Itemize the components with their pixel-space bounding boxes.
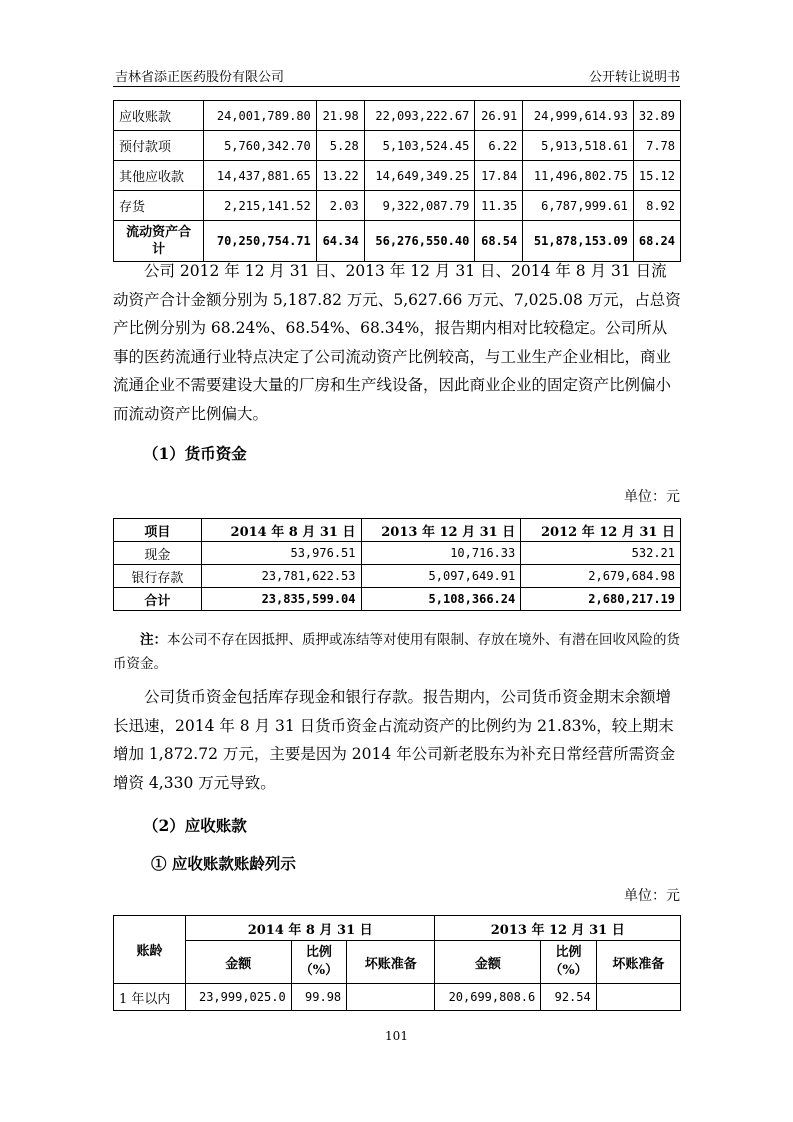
table-header-row bbox=[114, 519, 681, 542]
bad-debt-cell bbox=[596, 984, 680, 1011]
total-ratio: 64.34 bbox=[316, 221, 364, 262]
amount-cell: 53,976.51 bbox=[201, 542, 361, 565]
amount-cell: 11,496,802.75 bbox=[523, 161, 634, 191]
column-header: 2013 年 12 月 31 日 bbox=[361, 519, 521, 542]
total-row bbox=[114, 221, 681, 262]
ratio-cell: 99.98 bbox=[291, 984, 346, 1011]
amount-cell: 5,913,518.61 bbox=[523, 131, 634, 161]
aging-table bbox=[113, 915, 681, 1011]
table-header-row bbox=[114, 941, 681, 984]
amount-cell: 20,699,808.6 bbox=[435, 984, 541, 1011]
total-amount: 23,835,599.04 bbox=[201, 588, 361, 611]
column-header: 金额 bbox=[435, 941, 541, 984]
table-row bbox=[114, 131, 681, 161]
unit-label: 单位：元 bbox=[624, 489, 680, 505]
amount-cell: 9,322,087.79 bbox=[364, 191, 475, 221]
table-header-row bbox=[114, 916, 681, 941]
bad-debt-cell bbox=[347, 984, 435, 1011]
ratio-cell: 26.91 bbox=[475, 101, 523, 131]
column-header-ratio bbox=[541, 941, 596, 984]
cash-table bbox=[113, 518, 681, 611]
table-row bbox=[114, 101, 681, 131]
row-label: 存货 bbox=[114, 191, 204, 221]
row-label: 预付款项 bbox=[114, 131, 204, 161]
column-header: 2014 年 8 月 31 日 bbox=[201, 519, 361, 542]
period-header: 2013 年 12 月 31 日 bbox=[435, 916, 681, 941]
paragraph-text: 公司 2012 年 12 月 31 日、2013 年 12 月 31 日、2014 年 8 月 31 日流动资产合计金额分别为 5,187.82 万元、5,627.66 万元、7,025.08 万元，占总资产比例分别为 68.24%、68.54%、68.34%，报告期内相对比较稳定。公司所从事的医药流通行业特点决定了公司流动资产比例较高，与工业生产企业相比，商业流通企业不需要建设大量的厂房和生产线设备，因此商业企业的固定资产比例偏小而流动资产比例偏大。 bbox=[113, 262, 681, 423]
subsection-title-aging: ① 应收账款账龄列示 bbox=[151, 854, 296, 873]
section-title-cash: （1）货币资金 bbox=[143, 444, 247, 463]
amount-cell: 14,437,881.65 bbox=[204, 161, 316, 191]
total-row bbox=[114, 588, 681, 611]
column-header-ratio bbox=[291, 941, 346, 984]
note-text: 本公司不存在因抵押、质押或冻结等对使用有限制、存放在境外、有潜在回收风险的货币资金。 bbox=[113, 632, 680, 672]
company-name: 吉林省添正医药股份有限公司 bbox=[115, 70, 285, 85]
ratio-cell: 32.89 bbox=[633, 101, 680, 131]
table-row bbox=[114, 191, 681, 221]
ratio-cell: 17.84 bbox=[475, 161, 523, 191]
amount-cell: 22,093,222.67 bbox=[364, 101, 475, 131]
amount-cell: 5,103,524.45 bbox=[364, 131, 475, 161]
ratio-cell: 13.22 bbox=[316, 161, 364, 191]
unit-label: 单位：元 bbox=[624, 888, 680, 904]
table-row bbox=[114, 542, 681, 565]
ratio-cell: 92.54 bbox=[541, 984, 596, 1011]
amount-cell: 23,999,025.0 bbox=[185, 984, 291, 1011]
total-amount: 56,276,550.40 bbox=[364, 221, 475, 262]
ratio-cell: 7.78 bbox=[633, 131, 680, 161]
column-header-age: 账龄 bbox=[114, 916, 186, 984]
footnote bbox=[113, 628, 681, 676]
ratio-cell: 5.28 bbox=[316, 131, 364, 161]
total-label bbox=[114, 221, 204, 262]
page-number: 101 bbox=[385, 1029, 408, 1043]
amount-cell: 10,716.33 bbox=[361, 542, 521, 565]
ratio-cell: 11.35 bbox=[475, 191, 523, 221]
current-assets-table bbox=[113, 100, 681, 262]
ratio-line2: （%） bbox=[299, 963, 339, 978]
ratio-line1: 比例 bbox=[305, 945, 332, 960]
column-header: 2012 年 12 月 31 日 bbox=[521, 519, 681, 542]
ratio-line2: （%） bbox=[549, 963, 588, 978]
amount-cell: 532.21 bbox=[521, 542, 681, 565]
amount-cell: 24,001,789.80 bbox=[204, 101, 316, 131]
row-label: 其他应收款 bbox=[114, 161, 204, 191]
paragraph-text: 公司货币资金包括库存现金和银行存款。报告期内，公司货币资金期末余额增长迅速，2014 年 8 月 31 日货币资金占流动资产的比例约为 21.83%，较上期末增加 1,872.72 万元，主要是因为 2014 年公司新老股东为补充日常经营所需资金增资 4,330 万元导致。 bbox=[113, 688, 676, 792]
body-paragraph-1 bbox=[113, 257, 681, 429]
amount-cell: 5,760,342.70 bbox=[204, 131, 316, 161]
total-label-line1: 流动资产合 bbox=[126, 225, 192, 240]
total-ratio: 68.54 bbox=[475, 221, 523, 262]
ratio-cell: 2.03 bbox=[316, 191, 364, 221]
amount-cell: 6,787,999.61 bbox=[523, 191, 634, 221]
period-header: 2014 年 8 月 31 日 bbox=[185, 916, 435, 941]
total-amount: 5,108,366.24 bbox=[361, 588, 521, 611]
amount-cell: 5,097,649.91 bbox=[361, 565, 521, 588]
column-header: 坏账准备 bbox=[596, 941, 680, 984]
total-ratio: 68.24 bbox=[633, 221, 680, 262]
total-amount: 51,878,153.09 bbox=[523, 221, 634, 262]
amount-cell: 24,999,614.93 bbox=[523, 101, 634, 131]
table-row bbox=[114, 565, 681, 588]
row-label: 现金 bbox=[114, 542, 202, 565]
ratio-cell: 15.12 bbox=[633, 161, 680, 191]
ratio-line1: 比例 bbox=[555, 945, 582, 960]
table-row bbox=[114, 161, 681, 191]
note-label: 注： bbox=[140, 632, 167, 648]
total-amount: 70,250,754.71 bbox=[204, 221, 316, 262]
column-header: 项目 bbox=[114, 519, 202, 542]
amount-cell: 2,679,684.98 bbox=[521, 565, 681, 588]
column-header: 金额 bbox=[185, 941, 291, 984]
amount-cell: 23,781,622.53 bbox=[201, 565, 361, 588]
ratio-cell: 21.98 bbox=[316, 101, 364, 131]
total-label: 合计 bbox=[114, 588, 202, 611]
row-label: 应收账款 bbox=[114, 101, 204, 131]
total-amount: 2,680,217.19 bbox=[521, 588, 681, 611]
amount-cell: 2,215,141.52 bbox=[204, 191, 316, 221]
ratio-cell: 8.92 bbox=[633, 191, 680, 221]
total-label-line2: 计 bbox=[152, 242, 166, 257]
section-title-receivables: （2）应收账款 bbox=[143, 816, 247, 835]
header-divider bbox=[113, 86, 680, 87]
row-label: 银行存款 bbox=[114, 565, 202, 588]
row-label: 1 年以内 bbox=[114, 984, 186, 1011]
column-header: 坏账准备 bbox=[347, 941, 435, 984]
ratio-cell: 6.22 bbox=[475, 131, 523, 161]
document-title: 公开转让说明书 bbox=[588, 70, 680, 85]
amount-cell: 14,649,349.25 bbox=[364, 161, 475, 191]
table-row bbox=[114, 984, 681, 1011]
body-paragraph-2 bbox=[113, 683, 681, 797]
